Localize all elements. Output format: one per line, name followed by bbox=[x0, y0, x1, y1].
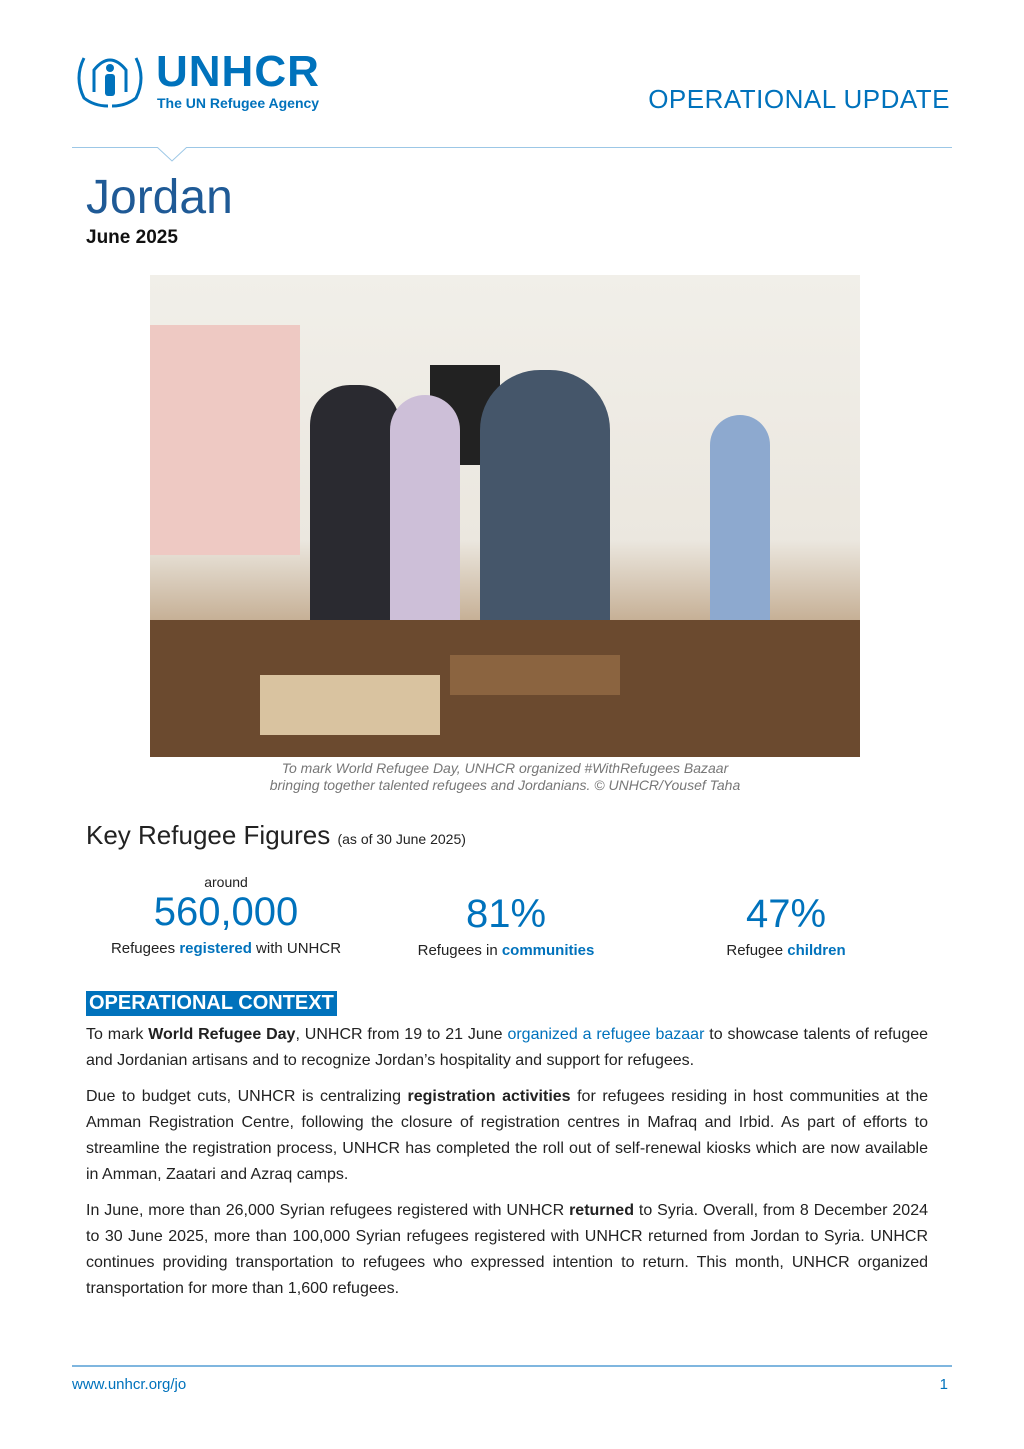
header-divider bbox=[72, 147, 952, 148]
text: to Syria. Overall, from 8 December 2024 to 30 June 2025, more than 100,000 Syrian refugees registered with UNHCR returned from Jordan to Syria. UNHCR continues providing transportation to refugees who expressed intention to return. This month, UNHCR organized transportation for more than 1,600 refugees. bbox=[86, 1202, 928, 1297]
stat-children bbox=[646, 892, 926, 959]
text: for refugees residing in host communities at the Amman Registration Centre, following the closure of registration centres in Mafraq and Irbid. As part of efforts to streamline the registration process, UNHCR has completed the roll out of self-renewal kiosks which are now available in Amman, Zaatari and Azraq camps. bbox=[86, 1088, 928, 1183]
document-type: OPERATIONAL UPDATE bbox=[648, 84, 950, 114]
stat-label bbox=[646, 942, 926, 959]
label-highlight: communities bbox=[501, 942, 595, 959]
text: Due to budget cuts, UNHCR is centralizing bbox=[86, 1088, 408, 1105]
page-number: 1 bbox=[939, 1376, 948, 1393]
photo-caption bbox=[150, 760, 860, 794]
report-date: June 2025 bbox=[86, 227, 178, 248]
stat-label bbox=[366, 942, 646, 959]
section-heading: OPERATIONAL CONTEXT bbox=[86, 991, 337, 1016]
paragraph-world-refugee-day bbox=[86, 1022, 928, 1074]
key-figures-title: Key Refugee Figures bbox=[86, 820, 331, 850]
caption-line: To mark World Refugee Day, UNHCR organized #WithRefugees Bazaar bbox=[281, 760, 729, 776]
label-text: Refugees bbox=[110, 940, 180, 957]
stat-value: 81% bbox=[465, 892, 547, 936]
paragraph-returns bbox=[86, 1198, 928, 1302]
key-figures-heading bbox=[86, 820, 466, 851]
key-figures-date: (as of 30 June 2025) bbox=[337, 831, 466, 847]
page-title: Jordan bbox=[86, 171, 233, 224]
label-text: with UNHCR bbox=[251, 940, 342, 957]
unhcr-emblem-icon bbox=[72, 48, 148, 110]
label-highlight: children bbox=[787, 942, 846, 959]
photo-person bbox=[390, 395, 460, 655]
stat-value: 560,000 bbox=[153, 890, 299, 934]
photo-pink-garment bbox=[150, 325, 300, 555]
text: , UNHCR from 19 to 21 June bbox=[295, 1026, 508, 1043]
text-bold: World Refugee Day bbox=[148, 1026, 296, 1043]
stat-value: 47% bbox=[745, 892, 827, 936]
text: To mark bbox=[86, 1026, 149, 1043]
divider-notch-icon bbox=[156, 147, 188, 163]
text-bold: returned bbox=[569, 1202, 634, 1219]
footer-website-link[interactable]: www.unhcr.org/jo bbox=[72, 1376, 187, 1393]
stat-prefix: around bbox=[204, 874, 248, 890]
stat-label bbox=[86, 940, 366, 957]
bazaar-photo bbox=[150, 275, 860, 757]
photo-chessboard bbox=[260, 675, 440, 735]
stat-communities bbox=[366, 892, 646, 959]
label-text: Refugee bbox=[726, 942, 788, 959]
text: In June, more than 26,000 Syrian refugees registered with UNHCR bbox=[86, 1202, 570, 1219]
label-highlight: registered bbox=[179, 940, 252, 957]
stat-registered bbox=[86, 874, 366, 957]
bazaar-link[interactable]: organized a refugee bazaar bbox=[507, 1026, 705, 1043]
logo-subtitle: The UN Refugee Agency bbox=[157, 95, 320, 111]
caption-line: bringing together talented refugees and Jordanians. © UNHCR/Yousef Taha bbox=[269, 777, 741, 793]
logo-wordmark: UNHCR bbox=[156, 47, 320, 96]
paragraph-registration bbox=[86, 1084, 928, 1188]
photo-boxes bbox=[450, 655, 620, 695]
label-text: Refugees in bbox=[417, 942, 502, 959]
footer-divider bbox=[72, 1365, 952, 1367]
photo-man bbox=[480, 370, 610, 660]
text: to showcase talents of refugee and Jordanian artisans and to recognize Jordan’s hospitality and support for refugees. bbox=[86, 1026, 929, 1069]
text-bold: registration activities bbox=[407, 1088, 571, 1105]
